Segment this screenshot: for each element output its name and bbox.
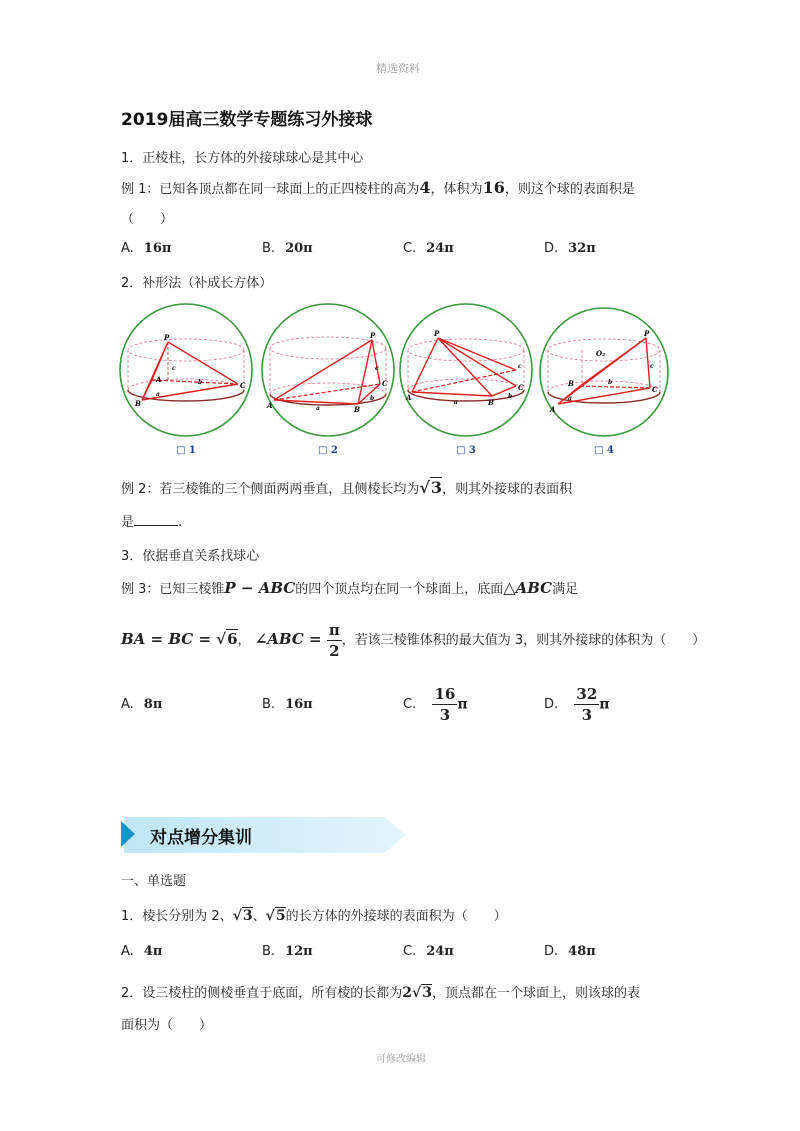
- page-header: 精选资料: [376, 62, 420, 75]
- label-P: P: [434, 329, 440, 338]
- q1-option-b: B. 12π: [262, 944, 313, 959]
- q2-radicand: 3: [422, 985, 432, 1001]
- figure-caption-1: □ 1: [176, 445, 196, 456]
- label-P: P: [370, 331, 376, 340]
- label-b: b: [508, 393, 513, 400]
- label-C: C: [652, 385, 658, 394]
- page-title: 2019届高三数学专题练习外接球: [121, 110, 373, 130]
- example2-radicand: 3: [430, 478, 443, 497]
- figure-1: [120, 304, 252, 456]
- figure-caption-3: □ 3: [456, 445, 476, 456]
- example1-option-a: A. 16π: [121, 241, 172, 256]
- equator-back-lower: [128, 379, 244, 390]
- figure-2: [262, 304, 394, 456]
- q1-text-b: 的长方体的外接球的表面积为（ ）: [285, 909, 507, 924]
- label-C: C: [240, 381, 246, 390]
- example3-text: [121, 578, 578, 597]
- example2-text-a: 例 2：若三棱锥的三个侧面两两垂直，且侧棱长均为: [121, 482, 420, 497]
- label-b: b: [198, 379, 203, 386]
- example1-text-a: 例 1：已知各顶点都在同一球面上的正四棱柱的高为: [121, 182, 420, 197]
- angle-expr: ∠ABC =: [254, 630, 327, 648]
- q1-option-a: A. 4π: [121, 944, 163, 959]
- example1-option-d: D. 32π: [544, 241, 596, 256]
- sphere-outline: [120, 304, 252, 436]
- q2-coef: 2: [402, 985, 413, 1001]
- label-O: O₂: [596, 349, 606, 358]
- q2-text-b: ，顶点都在一个球面上，则该球的表: [431, 986, 640, 1001]
- triangle-symbol: △: [503, 578, 516, 597]
- angle-fraction: [327, 620, 342, 661]
- angle-den: 2: [329, 642, 340, 660]
- example1-text-c: ，则这个球的表面积是: [504, 182, 635, 197]
- example1-text: [121, 178, 635, 197]
- figure-row: [118, 300, 678, 460]
- label-A: A: [267, 401, 273, 410]
- figure-3: [400, 304, 532, 456]
- equator-back: [128, 339, 244, 361]
- q1-option-c: C. 24π: [403, 944, 454, 959]
- example2-sqrt: √3: [419, 478, 443, 497]
- label-B: B: [354, 405, 360, 414]
- label-a: a: [568, 395, 572, 402]
- label-B: B: [135, 399, 141, 408]
- example3-triangle: ABC: [515, 579, 553, 597]
- question-2: 2．设三棱柱的侧棱垂直于底面，所有棱的长都为2√3，顶点都在一个球面上，则该球的表: [121, 985, 640, 1001]
- example1-height: 4: [419, 178, 431, 197]
- label-P: P: [164, 333, 170, 342]
- label-a: a: [316, 405, 320, 412]
- exercise-heading: 一、单选题: [121, 874, 187, 889]
- label-B: B: [488, 398, 494, 407]
- example1-option-c: C. 24π: [403, 241, 454, 256]
- eq-sqrt: √6: [216, 630, 238, 648]
- label-b: b: [608, 379, 613, 386]
- q1-option-d: D. 48π: [544, 944, 596, 959]
- example2-end: .: [178, 515, 183, 530]
- page-footer: 可修改编辑: [376, 1054, 426, 1065]
- figure-4: [540, 308, 668, 456]
- eq-lhs: BA = BC =: [121, 630, 217, 648]
- section2-heading: 2．补形法（补成长方体）: [121, 276, 273, 291]
- label-P: P: [644, 329, 650, 338]
- label-A: A: [406, 393, 412, 402]
- label-C: C: [382, 379, 388, 388]
- example3-pyramid: P − ABC: [224, 579, 296, 597]
- example3-text-c: 满足: [552, 582, 579, 597]
- example2-line2: [121, 511, 182, 530]
- label-a: a: [156, 391, 160, 398]
- sphere-outline: [400, 304, 532, 436]
- q1-sep: 、: [252, 909, 266, 924]
- example3-option-b: B. 16π: [262, 697, 313, 712]
- tetra-face: [142, 342, 168, 400]
- label-A: A: [550, 405, 556, 414]
- figure-caption-2: □ 2: [318, 445, 338, 456]
- angle-num: π: [328, 621, 340, 639]
- label-b: b: [370, 395, 375, 402]
- example1-text-b: ，体积为: [430, 182, 483, 197]
- figure-caption-4: □ 4: [594, 445, 614, 456]
- example2-text: [121, 478, 572, 497]
- answer-blank[interactable]: [134, 513, 178, 526]
- example3-option-d: D. $\frac{32}{3}$ π: [544, 685, 610, 724]
- example3-conditions: BA = BC = √6， ∠ABC = $\frac{\pi}{2}$ ，若该三棱锥体积的最大值为 3，则其外接球的体积为（ ）: [121, 621, 706, 660]
- example3-text-d: ，若该三棱锥体积的最大值为 3，则其外接球的体积为（ ）: [341, 633, 706, 648]
- section1-heading: 1．正棱柱，长方体的外接球球心是其中心: [121, 151, 364, 166]
- label-c: c: [172, 365, 176, 372]
- question-1: 1．棱长分别为 2、√3、√5的长方体的外接球的表面积为（ ）: [121, 908, 507, 924]
- label-C: C: [518, 383, 524, 392]
- example3-option-c: C. $\frac{16}{3}$ π: [403, 685, 468, 724]
- example1-option-b: B. 20π: [262, 241, 313, 256]
- q1-text-a: 1．棱长分别为 2、: [121, 909, 233, 924]
- example3-text-b: 的四个顶点均在同一个球面上，底面: [295, 582, 504, 597]
- eq-radicand: 6: [227, 630, 238, 648]
- q1-radicand-1: 3: [242, 908, 253, 924]
- example1-volume: 16: [482, 178, 505, 197]
- example2-text-b: ，则其外接球的表面积: [442, 482, 573, 497]
- section3-heading: 3．依据垂直关系找球心: [121, 549, 260, 564]
- banner-title: 对点增分集训: [150, 828, 252, 848]
- label-B: B: [568, 379, 574, 388]
- q1-radicand-2: 5: [275, 908, 286, 924]
- q2-text-a: 2．设三棱柱的侧棱垂直于底面，所有棱的长都为: [121, 986, 403, 1001]
- example3-text-a: 例 3：已知三棱锥: [121, 582, 225, 597]
- example1-paren: （ ）: [121, 212, 174, 227]
- label-c: c: [375, 365, 379, 372]
- example2-text-c: 是: [121, 515, 135, 530]
- label-A: A: [156, 375, 162, 384]
- question-2-line2: 面积为（ ）: [121, 1018, 213, 1033]
- label-a: a: [454, 399, 458, 406]
- example3-option-a: A. 8π: [121, 697, 163, 712]
- label-c: c: [518, 363, 522, 370]
- label-c: c: [650, 363, 654, 370]
